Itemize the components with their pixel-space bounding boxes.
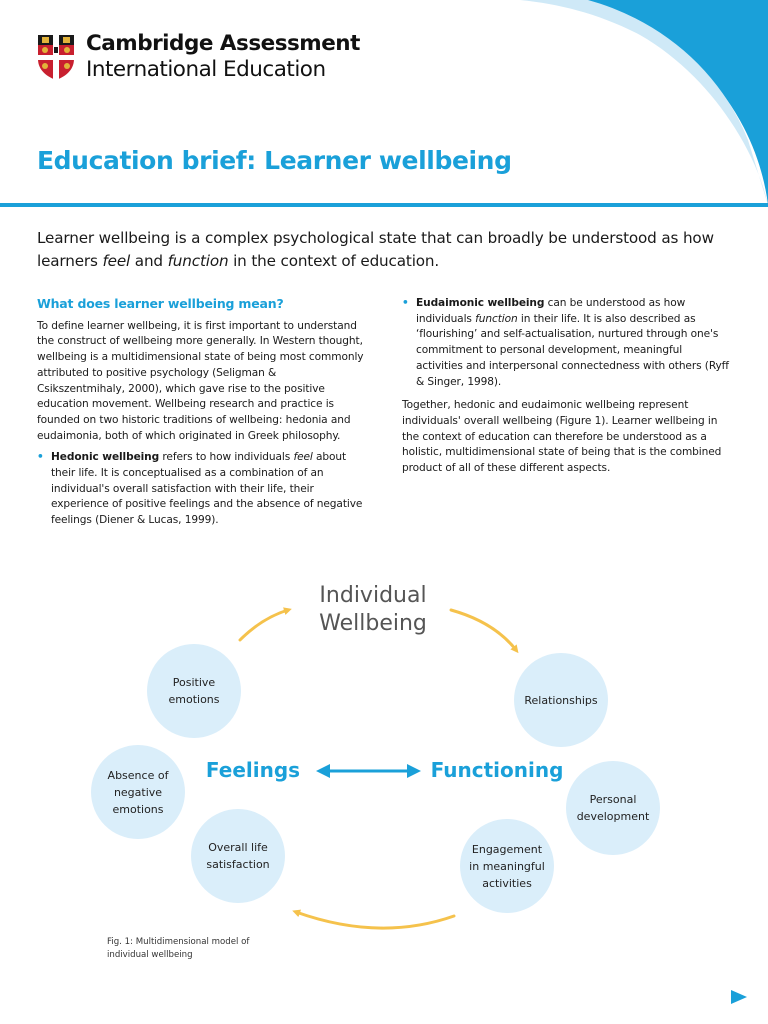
arrow-to-relationships [451,610,516,650]
functioning-label: Functioning [430,758,564,782]
label-relationships: Relationships [524,693,598,707]
label-absence-negative: Absence of negative emotions [107,768,169,816]
page-title: Education brief: Learner wellbeing [37,146,512,175]
intro-function: function [167,252,229,270]
wellbeing-diagram [0,560,768,980]
hedonic-italic: feel [293,451,313,464]
feelings-label: Feelings [205,758,301,782]
double-arrow-head-right [407,764,421,778]
eudaimonic-italic: function [475,312,518,325]
arrow-to-title [240,610,288,640]
eudaimonic-bullet [402,296,732,390]
university-crest-icon [36,33,76,81]
hedonic-text-2: about their life. It is conceptualised as a combination of an individual's overall satisfaction with their life, their experience of positive feelings and the absence of negative feelings (Diener & Lucas, 1999). [51,451,363,527]
label-personal-development: Personal development [576,793,650,823]
eudaimonic-term: Eudaimonic wellbeing [416,297,545,309]
hedonic-term: Hedonic wellbeing [51,451,160,464]
intro-text-2: and [130,252,168,270]
bullet-dot: • [37,451,44,464]
double-arrow-head-left [316,764,330,778]
next-page-arrow-icon[interactable] [730,989,748,1005]
logo-line-1: Cambridge Assessment [86,31,360,56]
figure-caption: Fig. 1: Multidimensional model of individual wellbeing [107,937,250,960]
right-column [402,296,732,483]
definition-paragraph: To define learner wellbeing, it is first important to understand the construct of wellbeing more generally. In Western thought, wellbeing is a multidimensional state of being most commonly attributed to positive psychology (Seligman & Csikszentmihaly, 2000), which gave rise to the positive education movement. Wellbeing research and practice is founded on two historic traditions of wellbeing: hedonia and eudaimonia, both of which originated in Greek philosophy. [37,319,364,442]
eudaimonic-text-1: can be understood as how individuals [416,297,686,325]
intro-text-3: in the context of education. [228,252,440,270]
logo-text [86,33,360,80]
title-divider [0,203,768,207]
diagram-title-line-2: Wellbeing [319,611,427,636]
section-heading: What does learner wellbeing mean? [37,296,284,311]
eudaimonic-text-2: in their life. It is also described as ‘flourishing’ and self-actualisation, nurtured through one's commitment to personal development, meaningful activities and interpersonal connectedness with others (Ryff & Singer, 1998). [416,312,729,388]
hedonic-text-1: refers to how individuals [159,451,294,464]
label-positive-emotions: Positive emotions [168,676,220,706]
hedonic-bullet [37,450,367,529]
bullet-dot: • [402,297,409,309]
diagram-title [290,582,456,638]
logo-line-2: International Education [86,56,326,82]
label-overall-life: Overall life satisfaction [206,841,270,871]
arrow-bottom-return [296,912,454,928]
intro-paragraph [37,227,727,273]
logo[interactable] [36,33,360,81]
label-engagement: Engagement in meaningful activities [469,842,545,890]
intro-text-1: Learner wellbeing is a complex psychological state that can broadly be understood as how learners [37,229,714,270]
diagram-title-line-1: Individual [319,583,427,608]
left-column [37,296,367,537]
intro-feel: feel [102,252,131,270]
summary-paragraph: Together, hedonic and eudaimonic wellbeing represent individuals' overall wellbeing (Figure 1). Learner wellbeing in the context of education can therefore be understood as a holistic, multidimensional state of being that is the combined product of all of these different aspects. [402,399,722,475]
